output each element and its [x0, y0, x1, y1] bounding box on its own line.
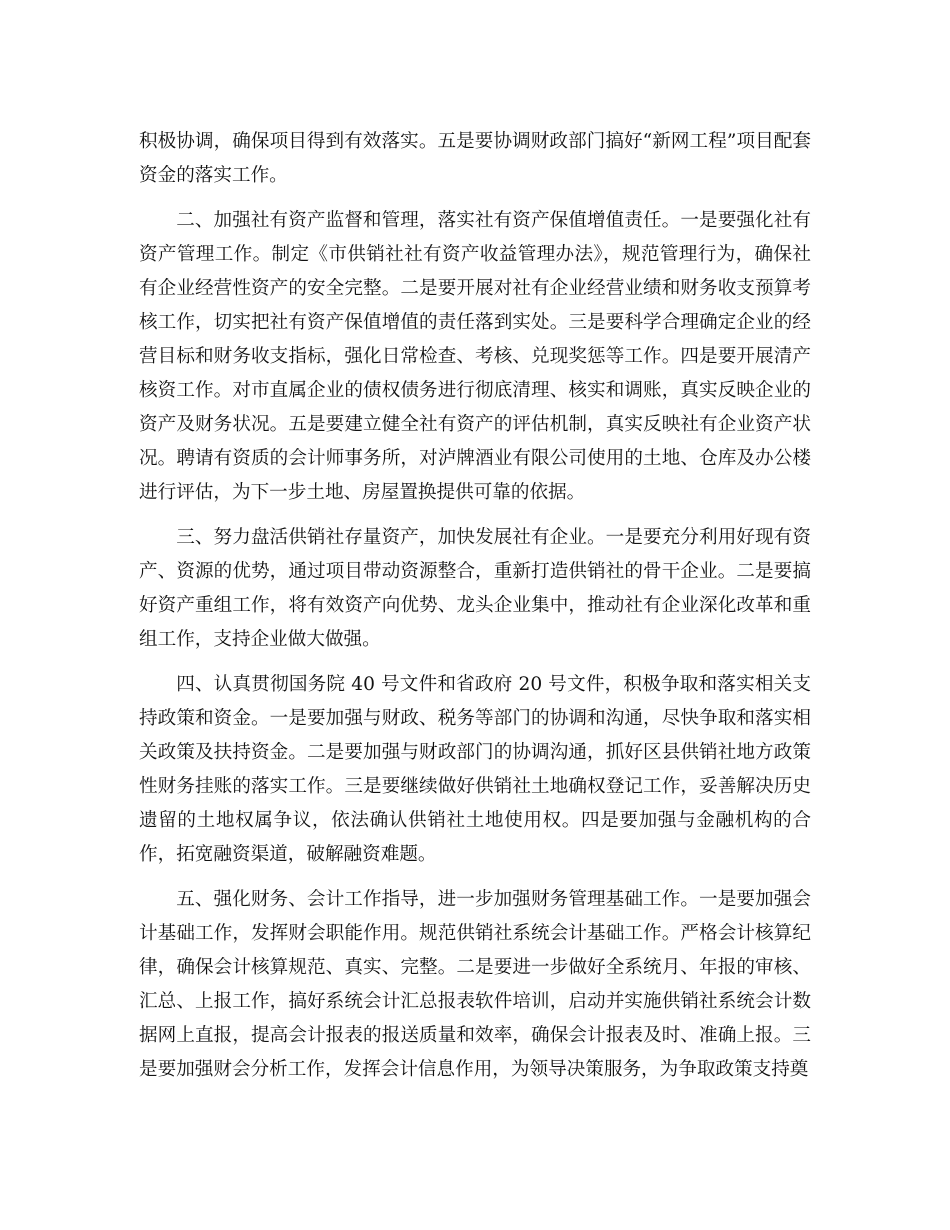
paragraph-section-2: 二、加强社有资产监督和管理，落实社有资产保值增值责任。一是要强化社有资产管理工作。制定《市供销社社有资产收益管理办法》，规范管理行为，确保社有企业经营性资产的安全完整。二是要开展对社有企业经营业绩和财务收支预算考核工作，切实把社有资产保值增值的责任落到实处。三是要科学合理确定企业的经营目标和财务收支指标，强化日常检查、考核、兑现奖惩等工作。四是要开展清产核资工作。对市直属企业的债权债务进行彻底清理、核实和调账，真实反映企业的资产及财务状况。五是要建立健全社有资产的评估机制，真实反映社有企业资产状况。聘请有资质的会计师事务所，对泸牌酒业有限公司使用的土地、仓库及办公楼进行评估，为下一步土地、房屋置换提供可靠的依据。: [139, 210, 811, 503]
paragraph-section-4: 四、认真贯彻国务院 40 号文件和省政府 20 号文件，积极争取和落实相关支持政策和资金。一是要加强与财政、税务等部门的协调和沟通，尽快争取和落实相关政策及扶持资金。二是要加强与财政部门的协调沟通，抓好区县供销社地方政策性财务挂账的落实工作。三是要继续做好供销社土地确权登记工作，妥善解决历史遗留的土地权属争议，依法确认供销社土地使用权。四是要加强与金融机构的合作，拓宽融资渠道，破解融资难题。: [139, 674, 811, 865]
paragraph-continuation: 积极协调，确保项目得到有效落实。五是要协调财政部门搞好“新网工程”项目配套资金的落实工作。: [139, 131, 811, 186]
document-body: [139, 125, 811, 1098]
paragraph-section-3: 三、努力盘活供销社存量资产，加快发展社有企业。一是要充分利用好现有资产、资源的优势，通过项目带动资源整合，重新打造供销社的骨干企业。二是要搞好资产重组工作，将有效资产向优势、龙头企业集中，推动社有企业深化改革和重组工作，支持企业做大做强。: [139, 527, 811, 650]
paragraph-section-5: 五、强化财务、会计工作指导，进一步加强财务管理基础工作。一是要加强会计基础工作，发挥财会职能作用。规范供销社系统会计基础工作。严格会计核算纪律，确保会计核算规范、真实、完整。二是要进一步做好全系统月、年报的审核、汇总、上报工作，搞好系统会计汇总报表软件培训，启动并实施供销社系统会计数据网上直报，提高会计报表的报送质量和效率，确保会计报表及时、准确上报。三是要加强财会分析工作，发挥会计信息作用，为领导决策服务，为争取政策支持奠: [139, 889, 811, 1080]
